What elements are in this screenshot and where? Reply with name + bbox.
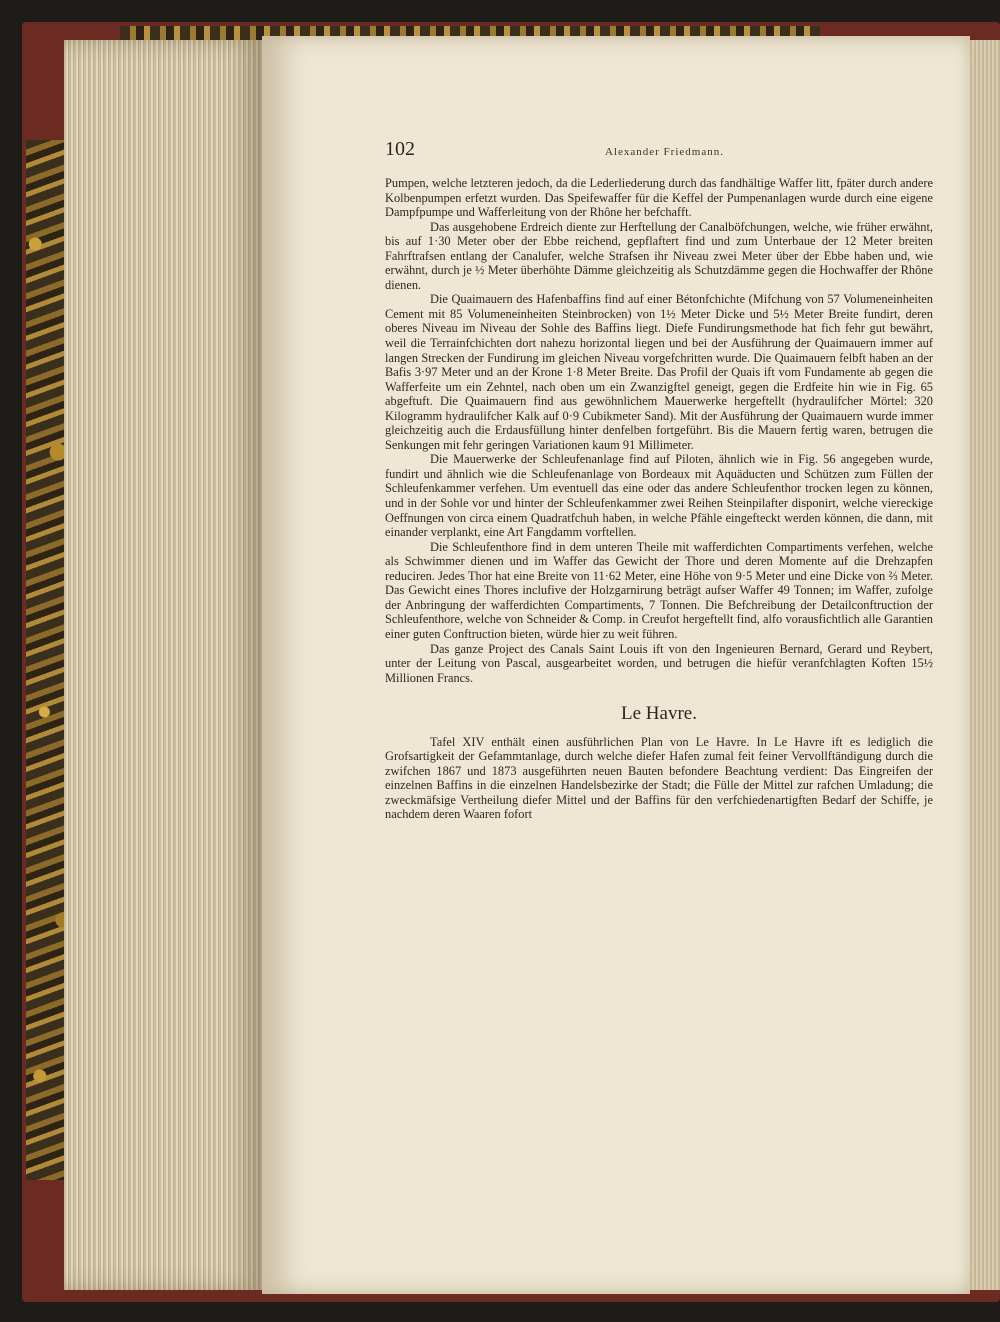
section-heading: Le Havre. xyxy=(621,703,697,725)
paragraph: Pumpen, welche letzteren jedoch, da die Lederliederung durch das fandhältige Waffer litt, fpäter durch andere Kolbenpumpen erfetzt wurden. Das Speifewaffer für die Keffel der Pumpenanlagen wurde durch eine eigene Dampfpumpe und Wafferleitung von der Rhône her befchafft. xyxy=(385,176,933,220)
paragraph: Die Quaimauern des Hafenbaffins find auf einer Bétonfchichte (Mifchung von 57 Volumeneinheiten Cement mit 85 Volumeneinheiten Steinbrocken) von 1½ Meter Dicke und 5½ Meter Breite fundirt, deren oberes Niveau im Niveau der Sohle des Baffins liegt. Diefe Fundirungsmethode hat fich fehr gut bewährt, weil die Terrainfchichten dort nahezu horizontal liegen und bei der Ausführung der Quaimauern immer auf langen Strecken der Fundirung im gleichen Niveau vorgefchritten wurde. Die Quaimauern felbft haben an der Bafis 3·97 Meter und an der Krone 1·8 Meter Breite. Das Profil der Quais ift vom Fundamente ab gegen die Wafferfeite um ein Zehntel, nach oben um ein Zwanzigftel geneigt, gegen die Erdfeite hin wie in Fig. 65 abgeftuft. Die Quaimauern find aus gewöhnlichem Mauerwerke hergeftellt (hydraulifcher Mörtel: 320 Kilogramm hydraulifcher Kalk auf 0·9 Cubikmeter Sand). Mit der Ausführung der Quaimauern wurde immer gleichzeitig auch die Erdausfüllung hinter denfelben fortgeführt. Bis die Mauern fertig waren, betrugen die Senkungen mit fehr geringen Variationen kaum 91 Millimeter. xyxy=(385,292,933,452)
right-page-edges xyxy=(968,40,1000,1290)
page-header xyxy=(385,138,930,164)
paragraph: Das ausgehobene Erdreich diente zur Herftellung der Canalböfchungen, welche, wie früher erwähnt, bis auf 1·30 Meter ober der Ebbe reichend, gepflaftert find und zum Unterbaue der 12 Meter breiten Fahrftrafsen entlang der Canalufer, welche Strafsen ihr Niveau zwei Meter über der Ebbe haben und, wie erwähnt, durch je ½ Meter überhöhte Dämme gleichzeitig als Schutzdämme gegen die Hochwaffer der Rhône dienen. xyxy=(385,219,933,292)
page-number: 102 xyxy=(385,138,415,160)
paragraph: Das ganze Project des Canals Saint Louis ift von den Ingenieuren Bernard, Gerard und Reybert, unter der Leitung von Pascal, ausgearbeitet worden, und betrugen die hiefür veranfchlagten Koften 15½ Millionen Francs. xyxy=(385,641,933,685)
running-head: Alexander Friedmann. xyxy=(605,146,724,158)
page-body xyxy=(385,176,933,822)
paragraph: Die Mauerwerke der Schleufenanlage find auf Piloten, ähnlich wie in Fig. 56 angegeben wurde, fundirt und ähnlich wie die Schleufenanlage von Bordeaux mit Aquäducten und Schützen zum Füllen der Schleufenkammer verfehen. Um eventuell das eine oder das andere Schleufenthor trocken legen zu können, und in der Sohle vor und hinter der Schleufenkammer zwei Reihen Steinpilafter disponirt, welche viereckige Oeffnungen von circa einem Quadratfchuh haben, in welche Pfähle eingefteckt werden können, die dann, mit einander verplankt, eine Art Fangdamm vorftellen. xyxy=(385,452,933,540)
left-page-edges xyxy=(64,40,264,1290)
paragraph: Die Schleufenthore find in dem unteren Theile mit wafferdichten Compartiments verfehen, welche als Schwimmer dienen und im Waffer das Gewicht der Thore und deren Momente auf die Drehzapfen reduciren. Jedes Thor hat eine Breite von 11·62 Meter, eine Höhe von 9·5 Meter und eine Dicke von ⅔ Meter. Das Gewicht eines Thores inclufive der Holzgarnirung beträgt aufser Waffer 49 Tonnen; im Waffer, zufolge der Anbringung der wafferdichten Compartiments, 7 Tonnen. Die Befchreibung der Detailconftruction der Schleufenthore, welche von Schneider & Comp. in Creufot hergeftellt find, alfo vorausfichtlich alle Garantien einer guten Conftruction bieten, würde hier zu weit führen. xyxy=(385,539,933,641)
paragraph: Tafel XIV enthält einen ausführlichen Plan von Le Havre. In Le Havre ift es lediglich die Grofsartigkeit der Gefammtanlage, durch welche diefer Hafen zumal feit feiner Vervollftändigung durch die zwifchen 1867 und 1873 ausgeführten neuen Bauten befondere Beachtung verdient: Das Eingreifen der einzelnen Baffins in die einzelnen Handelsbezirke der Stadt; die Fülle der Mittel zur rafchen Umladung; die zweckmäfsige Vertheilung diefer Mittel und der Baffins für den verfchiedenartigften Bedarf der Schiffe, je nachdem deren Waaren fofort xyxy=(385,734,933,822)
